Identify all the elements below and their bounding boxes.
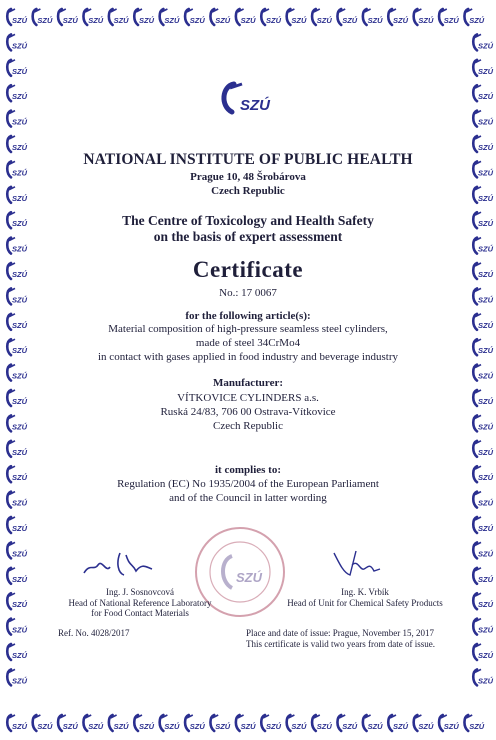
centre-line1: The Centre of Toxicology and Health Safety <box>122 213 374 228</box>
svg-text:SZÚ: SZÚ <box>12 574 27 584</box>
border-logo-tile <box>7 85 27 101</box>
svg-text:SZÚ: SZÚ <box>478 600 493 610</box>
svg-text:SZÚ: SZÚ <box>12 92 27 102</box>
svg-text:SZÚ: SZÚ <box>12 193 27 203</box>
border-logo-tile <box>337 9 357 25</box>
svg-text:SZÚ: SZÚ <box>478 295 493 305</box>
svg-text:SZÚ: SZÚ <box>164 722 180 731</box>
article-line3: in contact with gases applied in food industry and beverage industry <box>98 351 398 363</box>
compliance-line1: Regulation (EC) No 1935/2004 of the European Parliament <box>117 478 379 490</box>
svg-text:SZÚ: SZÚ <box>478 219 493 229</box>
svg-text:SZÚ: SZÚ <box>12 295 27 305</box>
svg-text:SZÚ: SZÚ <box>240 97 270 114</box>
border-logo-tile <box>109 9 129 25</box>
svg-text:SZÚ: SZÚ <box>12 524 27 533</box>
svg-text:SZÚ: SZÚ <box>12 244 27 254</box>
svg-text:SZÚ: SZÚ <box>88 722 104 731</box>
signatory-right-title1: Head of Unit for Chemical Safety Products <box>287 597 443 608</box>
address-line1: Prague 10, 48 Šrobárova <box>190 171 306 183</box>
svg-text:SZÚ: SZÚ <box>478 117 493 127</box>
institute-name: NATIONAL INSTITUTE OF PUBLIC HEALTH <box>83 151 413 168</box>
article-heading: for the following article(s): <box>185 310 311 322</box>
svg-text:SZÚ: SZÚ <box>12 371 27 381</box>
svg-text:SZÚ: SZÚ <box>478 447 493 457</box>
svg-text:SZÚ: SZÚ <box>367 722 383 731</box>
svg-text:SZÚ: SZÚ <box>113 16 129 25</box>
svg-text:SZÚ: SZÚ <box>478 524 493 533</box>
border-logo-tile <box>160 9 180 25</box>
border-logo-tile <box>7 715 27 731</box>
certificate-number: No.: 17 0067 <box>219 287 277 299</box>
svg-text:SZÚ: SZÚ <box>418 16 434 25</box>
svg-text:SZÚ: SZÚ <box>478 66 493 76</box>
svg-text:SZÚ: SZÚ <box>443 722 459 731</box>
svg-text:SZÚ: SZÚ <box>164 16 180 25</box>
svg-text:SZÚ: SZÚ <box>342 16 358 25</box>
signature-right <box>330 545 390 581</box>
border-logo-tile <box>7 593 27 609</box>
border-logo-tile <box>160 715 180 731</box>
border-logo-tile <box>7 34 27 50</box>
svg-text:SZÚ: SZÚ <box>139 722 154 731</box>
svg-text:SZÚ: SZÚ <box>478 473 493 483</box>
border-logo-tile <box>473 111 493 127</box>
svg-text:SZÚ: SZÚ <box>12 651 27 660</box>
svg-text:SZÚ: SZÚ <box>367 16 383 25</box>
border-logo-tile <box>7 111 27 127</box>
svg-text:SZÚ: SZÚ <box>12 219 27 229</box>
svg-text:SZÚ: SZÚ <box>12 397 27 406</box>
svg-text:SZÚ: SZÚ <box>12 143 27 152</box>
svg-text:SZÚ: SZÚ <box>12 600 27 610</box>
svg-text:SZÚ: SZÚ <box>139 16 154 25</box>
svg-text:SZÚ: SZÚ <box>12 473 27 483</box>
border-logo-tile <box>134 9 154 25</box>
svg-text:SZÚ: SZÚ <box>393 16 408 25</box>
svg-text:SZÚ: SZÚ <box>478 168 493 178</box>
border-logo-tile <box>261 715 281 731</box>
border-logo-tile <box>439 715 459 731</box>
svg-text:SZÚ: SZÚ <box>113 722 129 731</box>
svg-text:SZÚ: SZÚ <box>12 722 27 731</box>
border-logo-tile <box>388 9 408 25</box>
compliance-line2: and of the Council in latter wording <box>169 492 327 504</box>
border-logo-tile <box>473 542 493 558</box>
svg-text:SZÚ: SZÚ <box>12 498 27 508</box>
border-logo-tile <box>134 715 154 731</box>
border-logo-tile <box>473 136 493 152</box>
border-logo-tile <box>363 9 383 25</box>
border-logo-tile <box>473 60 493 76</box>
border-logo-tile <box>363 715 383 731</box>
border-logo-tile <box>261 9 281 25</box>
border-logo-tile <box>7 669 27 685</box>
border-logo-tile <box>83 9 103 25</box>
svg-text:SZÚ: SZÚ <box>478 625 493 635</box>
signatory-right <box>270 587 460 608</box>
compliance-heading: it complies to: <box>215 464 281 476</box>
border-logo-tile <box>287 9 307 25</box>
svg-text:SZÚ: SZÚ <box>478 244 493 254</box>
border-logo-tile <box>236 9 256 25</box>
border-logo-tile <box>473 441 493 457</box>
svg-text:SZÚ: SZÚ <box>478 320 493 330</box>
svg-text:SZÚ: SZÚ <box>88 16 104 25</box>
svg-text:SZÚ: SZÚ <box>215 722 231 731</box>
svg-text:SZÚ: SZÚ <box>266 722 281 731</box>
border-logo-tile <box>210 9 230 25</box>
svg-text:SZÚ: SZÚ <box>37 16 53 25</box>
svg-text:SZÚ: SZÚ <box>12 270 27 279</box>
manufacturer-address: Ruská 24/83, 706 00 Ostrava-Vítkovice <box>160 406 336 418</box>
svg-text:SZÚ: SZÚ <box>316 722 332 731</box>
svg-text:SZÚ: SZÚ <box>478 270 493 279</box>
svg-text:SZÚ: SZÚ <box>37 722 53 731</box>
border-logo-tile <box>473 619 493 635</box>
svg-text:SZÚ: SZÚ <box>12 676 27 686</box>
svg-text:SZÚ: SZÚ <box>393 722 408 731</box>
svg-text:SZÚ: SZÚ <box>469 722 485 731</box>
address-line2: Czech Republic <box>211 185 285 197</box>
svg-text:SZÚ: SZÚ <box>478 549 493 559</box>
border-logo-tile <box>473 517 493 533</box>
border-logo-tile <box>33 9 53 25</box>
border-logo-tile <box>464 9 484 25</box>
svg-text:SZÚ: SZÚ <box>215 16 231 25</box>
svg-text:SZÚ: SZÚ <box>478 371 493 381</box>
border-logo-tile <box>287 715 307 731</box>
svg-text:SZÚ: SZÚ <box>240 722 256 731</box>
svg-text:SZÚ: SZÚ <box>478 346 493 356</box>
border-logo-tile <box>7 542 27 558</box>
border-logo-tile <box>7 9 27 25</box>
manufacturer-country: Czech Republic <box>213 420 283 432</box>
svg-text:SZÚ: SZÚ <box>316 16 332 25</box>
svg-text:SZÚ: SZÚ <box>12 66 27 76</box>
svg-text:SZÚ: SZÚ <box>418 722 434 731</box>
border-logo-tile <box>109 715 129 731</box>
border-logo-tile <box>473 34 493 50</box>
svg-text:SZÚ: SZÚ <box>478 92 493 102</box>
border-logo-tile <box>312 715 332 731</box>
signatory-left-title2: for Food Contact Materials <box>91 608 189 618</box>
border-logo-tile <box>7 136 27 152</box>
signatory-right-name: Ing. K. Vrbík <box>341 587 389 597</box>
svg-text:SZÚ: SZÚ <box>478 676 493 686</box>
svg-text:SZÚ: SZÚ <box>12 549 27 559</box>
svg-text:SZÚ: SZÚ <box>62 16 78 25</box>
border-logo-tile <box>7 619 27 635</box>
border-logo-tile <box>185 715 205 731</box>
border-logo-tile <box>312 9 332 25</box>
validity-note: This certificate is valid two years from date of issue. <box>246 639 435 649</box>
svg-text:SZÚ: SZÚ <box>478 651 493 660</box>
border-logo-tile <box>185 9 205 25</box>
border-logo-tile <box>473 593 493 609</box>
border-logo-tile <box>7 517 27 533</box>
svg-text:SZÚ: SZÚ <box>12 16 27 25</box>
svg-text:SZÚ: SZÚ <box>478 193 493 203</box>
centre-line2: on the basis of expert assessment <box>153 229 343 244</box>
border-logo-tile <box>473 644 493 660</box>
border-logo-tile <box>414 9 434 25</box>
issue-place-date: Place and date of issue: Prague, November 15, 2017 <box>246 628 434 638</box>
border-logo-tile <box>7 60 27 76</box>
svg-text:SZÚ: SZÚ <box>478 574 493 584</box>
svg-text:SZÚ: SZÚ <box>12 168 27 178</box>
border-logo-tile <box>7 441 27 457</box>
svg-text:SZÚ: SZÚ <box>12 447 27 457</box>
svg-text:SZÚ: SZÚ <box>12 625 27 635</box>
manufacturer-name: VÍTKOVICE CYLINDERS a.s. <box>177 392 319 404</box>
svg-text:SZÚ: SZÚ <box>189 16 205 25</box>
border-logo-tile <box>210 715 230 731</box>
border-logo-tile <box>33 715 53 731</box>
border-logo-tile <box>388 715 408 731</box>
svg-text:SZÚ: SZÚ <box>478 422 493 432</box>
szu-logo-icon <box>214 80 284 116</box>
border-logo-tile <box>473 85 493 101</box>
article-line2: made of steel 34CrMo4 <box>195 337 301 349</box>
signatory-left-name: Ing. J. Sosnovcová <box>106 587 174 597</box>
border-logo-tile <box>337 715 357 731</box>
border-logo-tile <box>464 715 484 731</box>
svg-text:SZÚ: SZÚ <box>342 722 358 731</box>
svg-text:SZÚ: SZÚ <box>189 722 205 731</box>
svg-text:SZÚ: SZÚ <box>236 570 262 585</box>
border-logo-tile <box>414 715 434 731</box>
border-logo-tile <box>236 715 256 731</box>
svg-text:SZÚ: SZÚ <box>478 41 493 51</box>
border-logo-tile <box>473 669 493 685</box>
border-logo-tile <box>7 568 27 584</box>
signatory-left-title1: Head of National Reference Laboratory <box>68 597 212 608</box>
border-logo-tile <box>58 715 78 731</box>
svg-text:SZÚ: SZÚ <box>12 422 27 432</box>
border-logo-tile <box>7 644 27 660</box>
reference-number: Ref. No. 4028/2017 <box>58 628 130 638</box>
svg-text:SZÚ: SZÚ <box>291 16 307 25</box>
border-logo-tile <box>83 715 103 731</box>
svg-text:SZÚ: SZÚ <box>266 16 281 25</box>
certificate-title: Certificate <box>192 257 304 282</box>
border-logo-tile <box>439 9 459 25</box>
signatory-left <box>40 587 240 619</box>
signature-left <box>80 543 180 583</box>
svg-text:SZÚ: SZÚ <box>478 397 493 406</box>
svg-text:SZÚ: SZÚ <box>62 722 78 731</box>
svg-text:SZÚ: SZÚ <box>12 346 27 356</box>
svg-text:SZÚ: SZÚ <box>291 722 307 731</box>
svg-text:SZÚ: SZÚ <box>12 41 27 51</box>
svg-text:SZÚ: SZÚ <box>443 16 459 25</box>
border-logo-tile <box>58 9 78 25</box>
manufacturer-heading: Manufacturer: <box>212 377 284 389</box>
svg-text:SZÚ: SZÚ <box>240 16 256 25</box>
svg-text:SZÚ: SZÚ <box>12 320 27 330</box>
border-logo-tile <box>473 568 493 584</box>
svg-text:SZÚ: SZÚ <box>469 16 485 25</box>
article-line1: Material composition of high-pressure seamless steel cylinders, <box>108 323 388 335</box>
svg-text:SZÚ: SZÚ <box>478 498 493 508</box>
svg-text:SZÚ: SZÚ <box>12 117 27 127</box>
svg-text:SZÚ: SZÚ <box>478 143 493 152</box>
